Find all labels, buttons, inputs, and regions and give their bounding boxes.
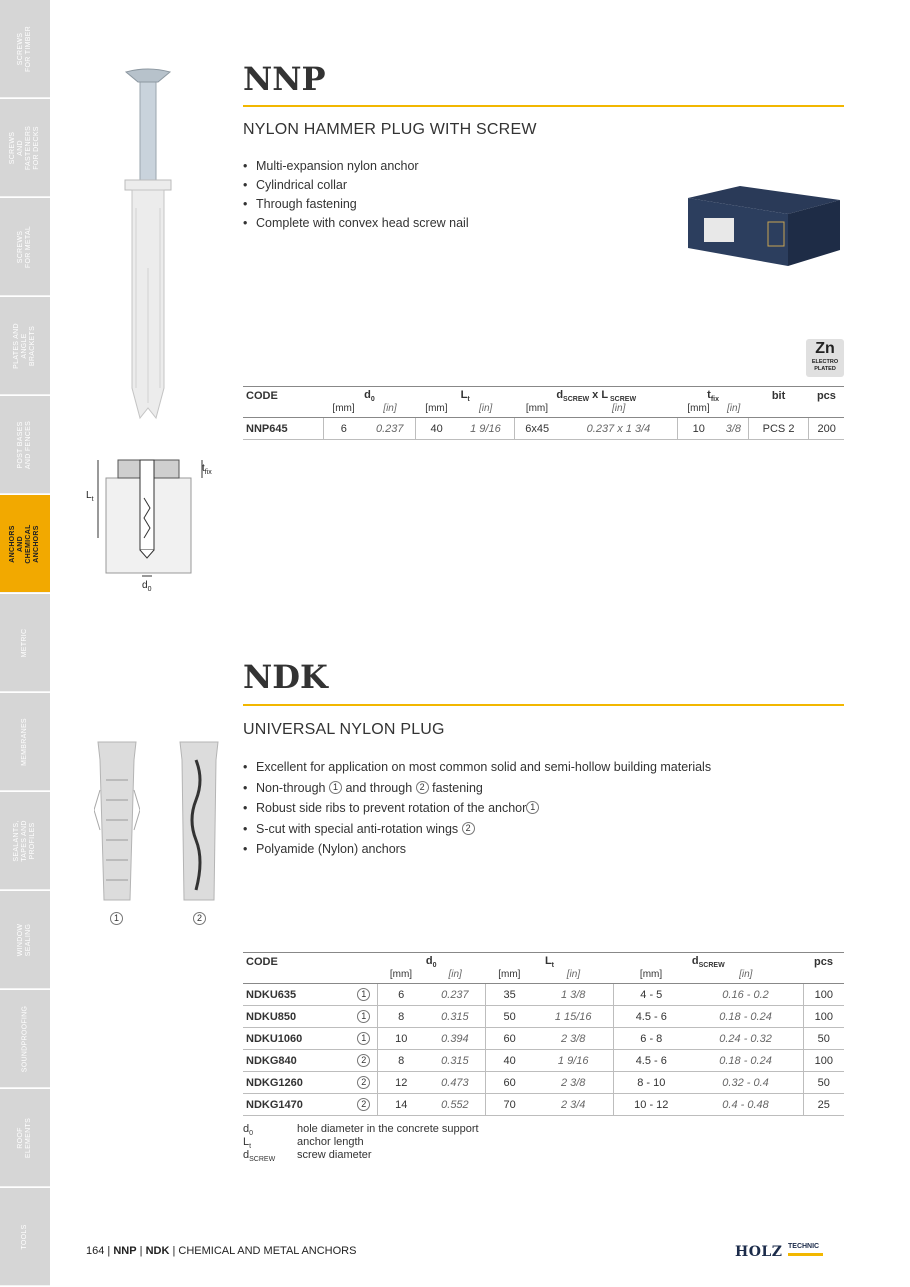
cell-code: NDKG1470 <box>243 1094 351 1116</box>
side-tab-label: WINDOW SEALING <box>17 923 32 956</box>
side-tab-post-bases-and-fences[interactable] <box>0 396 50 494</box>
unit-mm: [mm] <box>514 403 559 418</box>
brand-name: HOLZ <box>735 1244 783 1260</box>
nnp-features <box>243 157 469 233</box>
cell-lt-mm: 40 <box>416 418 457 440</box>
ndk-spec-table <box>243 952 844 1116</box>
nnp-installation-diagram <box>84 458 224 598</box>
col-d0: $d_0$ <box>364 389 375 404</box>
side-tab-label: SCREWS AND FASTENERS FOR DECKS <box>9 125 40 170</box>
type-marker: 2 <box>357 1076 370 1089</box>
nnp-spec-table <box>243 386 844 440</box>
ndk-title-rule <box>243 704 844 706</box>
cell-lt-mm: 40 <box>485 1050 533 1072</box>
type-1-marker: 1 <box>526 801 539 814</box>
ndk-features <box>243 757 711 860</box>
cell-pcs: 50 <box>803 1072 844 1094</box>
type-marker: 1 <box>357 988 370 1001</box>
cell-ds-in: 0.16 - 0.2 <box>689 984 804 1006</box>
table-row <box>243 984 844 1006</box>
cell-lt-in: 1 9/16 <box>457 418 514 440</box>
ndk-subtitle: UNIVERSAL NYLON PLUG <box>243 721 445 738</box>
list-item: • Non-through 1 and through 2 fastening <box>243 778 711 799</box>
side-tab-window-sealing[interactable] <box>0 891 50 989</box>
cell-d0-in: 0.552 <box>425 1094 485 1116</box>
cell-ds-in: 0.4 - 0.48 <box>689 1094 804 1116</box>
ndk-legend <box>243 1123 479 1162</box>
side-tab-anchors-and-chemical-anchors[interactable] <box>0 495 50 593</box>
side-tab-screws-and-fasteners-for-decks[interactable] <box>0 99 50 197</box>
unit-in: [in] <box>559 403 678 418</box>
cell-ds-mm: 4 - 5 <box>614 984 689 1006</box>
cell-pcs: 100 <box>803 1050 844 1072</box>
type-marker: 2 <box>357 1054 370 1067</box>
cell-code: NDKU850 <box>243 1006 351 1028</box>
tfix-label: $t_{fix}$ <box>202 463 212 476</box>
cell-d0-in: 0.473 <box>425 1072 485 1094</box>
cell-ds-in: 0.18 - 0.24 <box>689 1050 804 1072</box>
cell-ds-in: 0.24 - 0.32 <box>689 1028 804 1050</box>
cell-lt-in: 1 9/16 <box>533 1050 613 1072</box>
cell-d0-in: 0.315 <box>425 1050 485 1072</box>
side-tab-plates-and-angle-brackets[interactable] <box>0 297 50 395</box>
ndk-product-image-2 <box>176 740 222 908</box>
side-tab-label: MEMBRANES <box>21 717 28 766</box>
side-tab-label: METRIC <box>21 628 28 657</box>
cell-lt-mm: 50 <box>485 1006 533 1028</box>
list-item: • S-cut with special anti-rotation wings 2 <box>243 819 711 840</box>
cell-d0-mm: 12 <box>377 1072 425 1094</box>
cell-d0-mm: 14 <box>377 1094 425 1116</box>
cell-lt-mm: 70 <box>485 1094 533 1116</box>
list-item: • Robust side ribs to prevent rotation of the anchor 1 <box>243 798 711 819</box>
table-row <box>243 1050 844 1072</box>
side-tab-sealants-tapes-and-profiles[interactable] <box>0 792 50 890</box>
col-dscrew: $d_{SCREW}$ <box>691 955 725 970</box>
nnp-title-rule <box>243 105 844 107</box>
legend-item: $d_0$ hole diameter in the concrete support <box>243 1123 479 1138</box>
type-2-marker: 2 <box>416 781 429 794</box>
unit-in: [in] <box>457 403 514 418</box>
list-item: • Complete with convex head screw nail <box>243 214 469 233</box>
col-code: CODE <box>246 956 278 969</box>
cell-d0-mm: 8 <box>377 1006 425 1028</box>
cell-code: NDKG1260 <box>243 1072 351 1094</box>
col-pcs: pcs <box>814 956 833 969</box>
side-tab-label: POST BASES AND FENCES <box>17 420 32 469</box>
col-pcs: pcs <box>816 390 836 403</box>
cell-code: NDKU635 <box>243 984 351 1006</box>
cell-ds-mm: 4.5 - 6 <box>614 1050 689 1072</box>
cell-code: NDKG840 <box>243 1050 351 1072</box>
side-tab-tools[interactable] <box>0 1188 50 1286</box>
cell-pcs: 100 <box>803 984 844 1006</box>
cell-screw-mm: 6x45 <box>514 418 559 440</box>
legend-item: $d_{SCREW}$ screw diameter <box>243 1149 372 1164</box>
side-tab-label: SCREWS FOR METAL <box>17 225 32 268</box>
unit-in: [in] <box>689 969 804 984</box>
unit-mm: [mm] <box>323 403 364 418</box>
brand-tag: TECHNIC <box>788 1243 820 1250</box>
cell-d0-mm: 8 <box>377 1050 425 1072</box>
cell-screw-in: 0.237 x 1 3/4 <box>559 418 678 440</box>
side-tab-label: PLATES AND ANGLE BRACKETS <box>13 322 36 369</box>
cell-lt-mm: 35 <box>485 984 533 1006</box>
cell-d0-mm: 10 <box>377 1028 425 1050</box>
side-tab-label: ANCHORS AND CHEMICAL ANCHORS <box>9 523 40 564</box>
side-tab-screws-for-timber[interactable] <box>0 0 50 98</box>
unit-in: [in] <box>364 403 416 418</box>
cell-d0-in: 0.237 <box>364 418 416 440</box>
side-tab-label: SOUNDPROOFING <box>21 1005 29 1072</box>
cell-pcs: 50 <box>803 1028 844 1050</box>
table-row <box>243 1006 844 1028</box>
col-tfix: $t_{fix}$ <box>707 389 720 404</box>
cell-lt-in: 1 15/16 <box>533 1006 613 1028</box>
cell-tfix-mm: 10 <box>678 418 719 440</box>
cell-d0-mm: 6 <box>377 984 425 1006</box>
cell-pcs: 100 <box>803 1006 844 1028</box>
side-tab-soundproofing[interactable] <box>0 990 50 1088</box>
unit-in: [in] <box>533 969 613 984</box>
ndk-title: NDK <box>243 658 328 696</box>
cell-lt-in: 2 3/4 <box>533 1094 613 1116</box>
col-screw: $d_{SCREW}$ x L $_{SCREW}$ <box>556 389 637 404</box>
cell-lt-mm: 60 <box>485 1028 533 1050</box>
zn-label: Zn <box>815 340 835 357</box>
type-marker: 1 <box>357 1010 370 1023</box>
list-item: • Multi-expansion nylon anchor <box>243 157 469 176</box>
unit-mm: [mm] <box>614 969 689 984</box>
cell-lt-in: 2 3/8 <box>533 1028 613 1050</box>
unit-mm: [mm] <box>377 969 425 984</box>
ndk-product-image-1 <box>94 740 140 908</box>
cell-ds-mm: 10 - 12 <box>614 1094 689 1116</box>
cell-d0-in: 0.315 <box>425 1006 485 1028</box>
cell-lt-in: 1 3/8 <box>533 984 613 1006</box>
table-row <box>243 1028 844 1050</box>
unit-mm: [mm] <box>485 969 533 984</box>
cell-ds-mm: 4.5 - 6 <box>614 1006 689 1028</box>
table-row <box>243 1094 844 1116</box>
side-tab-label: ROOF ELEMENTS <box>17 1117 32 1158</box>
d0-label: $d_0$ <box>142 580 152 593</box>
list-item: • Excellent for application on most common solid and semi-hollow building materials <box>243 757 711 778</box>
side-tabs <box>0 0 50 1287</box>
image-label-2: 2 <box>193 912 206 925</box>
cell-pcs: 25 <box>803 1094 844 1116</box>
footer-ndk: NDK <box>145 1245 170 1257</box>
col-bit: bit <box>771 390 786 403</box>
nnp-subtitle: NYLON HAMMER PLUG WITH SCREW <box>243 121 537 138</box>
table-row <box>243 418 844 440</box>
cell-pcs: 200 <box>809 418 844 440</box>
cell-d0-mm: 6 <box>323 418 364 440</box>
unit-mm: [mm] <box>678 403 719 418</box>
type-2-marker: 2 <box>462 822 475 835</box>
unit-mm: [mm] <box>416 403 457 418</box>
footer-nnp: NNP <box>113 1245 137 1257</box>
cell-lt-mm: 60 <box>485 1072 533 1094</box>
side-tab-screws-for-metal[interactable] <box>0 198 50 296</box>
col-lt: $L_t$ <box>544 955 555 970</box>
list-item: • Polyamide (Nylon) anchors <box>243 839 711 860</box>
type-1-marker: 1 <box>329 781 342 794</box>
cell-d0-in: 0.394 <box>425 1028 485 1050</box>
side-tab-roof-elements[interactable] <box>0 1089 50 1187</box>
holz-technic-logo <box>735 1243 820 1261</box>
list-item: • Through fastening <box>243 195 469 214</box>
table-row <box>243 1072 844 1094</box>
cell-ds-in: 0.32 - 0.4 <box>689 1072 804 1094</box>
electroplated-badge <box>806 339 844 377</box>
cell-lt-in: 2 3/8 <box>533 1072 613 1094</box>
unit-in: [in] <box>719 403 748 418</box>
col-lt: $L_t$ <box>460 389 470 404</box>
lt-label: $L_t$ <box>86 490 94 503</box>
side-tab-label: SEALANTS, TAPES AND PROFILES <box>13 819 36 862</box>
col-d0: $d_0$ <box>425 955 437 970</box>
cell-d0-in: 0.237 <box>425 984 485 1006</box>
nnp-title: NNP <box>243 60 326 98</box>
page-footer: 164 | NNP | NDK | CHEMICAL AND METAL ANCHORS <box>86 1245 357 1257</box>
side-tab-membranes[interactable] <box>0 693 50 791</box>
unit-in: [in] <box>425 969 485 984</box>
badge-line-2: PLATED <box>814 366 836 372</box>
type-marker: 2 <box>357 1098 370 1111</box>
side-tab-label: SCREWS FOR TIMBER <box>17 25 32 72</box>
list-item: • Cylindrical collar <box>243 176 469 195</box>
cell-code: NNP645 <box>243 418 323 440</box>
type-marker: 1 <box>357 1032 370 1045</box>
cell-tfix-in: 3/8 <box>719 418 748 440</box>
cell-bit: PCS 2 <box>748 418 809 440</box>
cell-ds-in: 0.18 - 0.24 <box>689 1006 804 1028</box>
page-number: 164 <box>86 1245 105 1257</box>
image-label-1: 1 <box>110 912 123 925</box>
badge-line-1: ELECTRO <box>811 359 839 365</box>
cell-ds-mm: 6 - 8 <box>614 1028 689 1050</box>
nnp-packaging-image <box>684 184 842 268</box>
side-tab-label: TOOLS <box>21 1223 28 1250</box>
col-code: CODE <box>246 390 278 403</box>
legend-item: $L_t$ anchor length <box>243 1136 364 1151</box>
nnp-product-image <box>118 68 178 423</box>
cell-code: NDKU1060 <box>243 1028 351 1050</box>
brand-bar <box>788 1253 823 1256</box>
side-tab-metric[interactable] <box>0 594 50 692</box>
cell-ds-mm: 8 - 10 <box>614 1072 689 1094</box>
footer-section: CHEMICAL AND METAL ANCHORS <box>178 1245 357 1257</box>
